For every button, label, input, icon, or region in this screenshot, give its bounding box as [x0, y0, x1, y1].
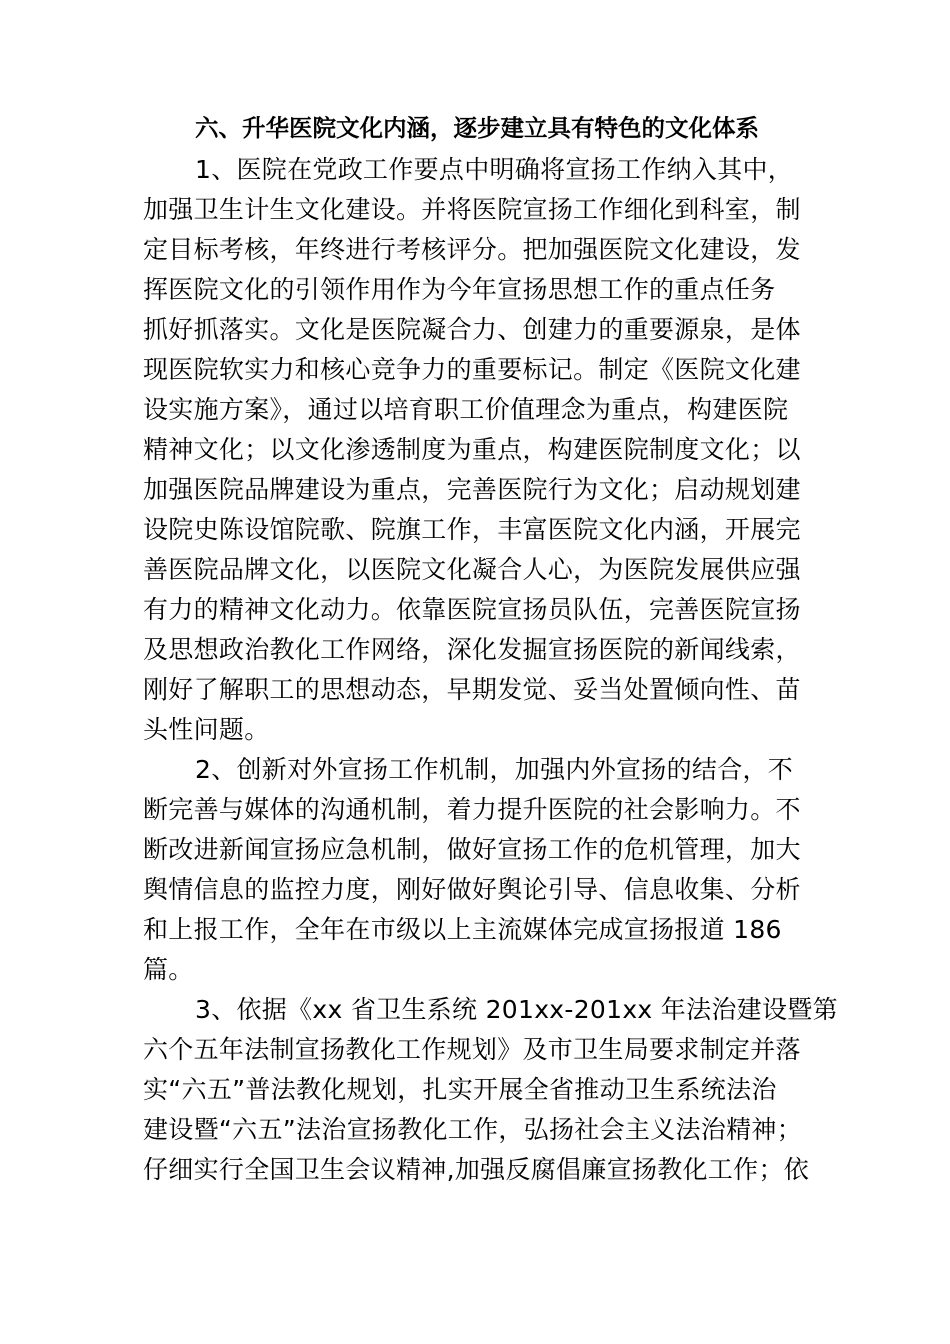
paragraph-line: 及思想政治教化工作网络，深化发掘宣扬医院的新闻线索，	[143, 635, 801, 664]
paragraph-line: 仔细实行全国卫生会议精神,加强反腐倡廉宣扬教化工作；依	[143, 1155, 810, 1184]
paragraph-line: 刚好了解职工的思想动态，早期发觉、妥当处置倾向性、苗	[143, 675, 801, 704]
paragraph-line: 现医院软实力和核心竞争力的重要标记。制定《医院文化建	[143, 355, 801, 384]
paragraph-line: 加强医院品牌建设为重点，完善医院行为文化；启动规划建	[143, 475, 801, 504]
paragraph-line: 精神文化；以文化渗透制度为重点，构建医院制度文化；以	[143, 435, 801, 464]
section-heading: 六、升华医院文化内涵，逐步建立具有特色的文化体系	[195, 114, 759, 142]
paragraph-line: 设实施方案》，通过以培育职工价值理念为重点，构建医院	[143, 395, 789, 424]
paragraph-line: 设院史陈设馆院歌、院旗工作，丰富医院文化内涵，开展完	[143, 515, 801, 544]
paragraph-line: 六个五年法制宣扬教化工作规划》及市卫生局要求制定并落	[143, 1035, 801, 1064]
paragraph-line: 挥医院文化的引领作用作为今年宣扬思想工作的重点任务	[143, 275, 776, 304]
paragraph-line: 1、医院在党政工作要点中明确将宣扬工作纳入其中，	[195, 155, 794, 184]
paragraph-line: 实“六五”普法教化规划，扎实开展全省推动卫生系统法治	[143, 1075, 777, 1104]
paragraph-line: 加强卫生计生文化建设。并将医院宣扬工作细化到科室，制	[143, 195, 801, 224]
paragraph-line: 建设暨“六五”法治宣扬教化工作，弘扬社会主义法治精神；	[143, 1115, 803, 1144]
paragraph-line: 断完善与媒体的沟通机制，着力提升医院的社会影响力。不	[143, 795, 801, 824]
paragraph-line: 抓好抓落实。文化是医院凝合力、创建力的重要源泉，是体	[143, 315, 801, 344]
paragraph-line: 定目标考核，年终进行考核评分。把加强医院文化建设，发	[143, 235, 801, 264]
paragraph-line: 2、创新对外宣扬工作机制，加强内外宣扬的结合，不	[195, 755, 794, 784]
paragraph-line: 有力的精神文化动力。依靠医院宣扬员队伍，完善医院宣扬	[143, 595, 801, 624]
paragraph-line: 3、依据《xx 省卫生系统 201xx-201xx 年法治建设暨第	[195, 995, 838, 1024]
paragraph-line: 断改进新闻宣扬应急机制，做好宣扬工作的危机管理，加大	[143, 835, 801, 864]
paragraph-line: 和上报工作，全年在市级以上主流媒体完成宣扬报道 186	[143, 915, 782, 944]
paragraph-line: 舆情信息的监控力度，刚好做好舆论引导、信息收集、分析	[143, 875, 801, 904]
paragraph-line: 篇。	[143, 955, 194, 984]
paragraph-line: 头性问题。	[143, 715, 270, 744]
paragraph-line: 善医院品牌文化，以医院文化凝合人心，为医院发展供应强	[143, 555, 801, 584]
